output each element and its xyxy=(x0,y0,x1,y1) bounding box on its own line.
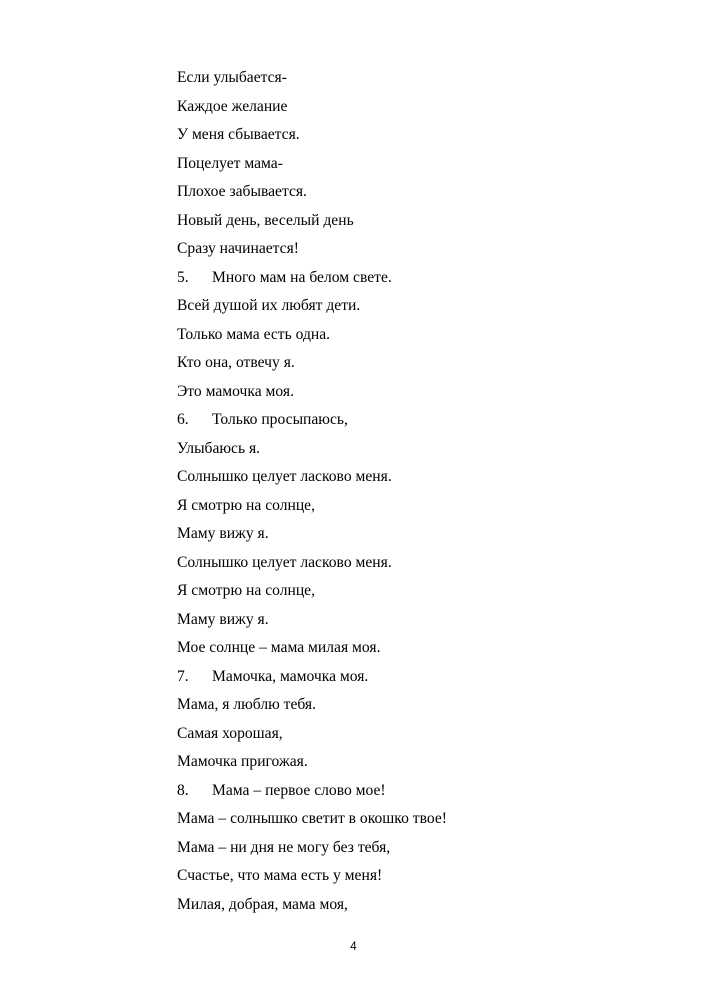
poem-line xyxy=(177,178,657,207)
poem-line xyxy=(177,834,657,863)
poem-line-text: У меня сбывается. xyxy=(177,126,300,143)
poem-line-text: Улыбаюсь я. xyxy=(177,439,261,457)
numbered-poem-line xyxy=(177,406,657,435)
poem-line-text: Если улыбается- xyxy=(177,69,287,86)
poem-line-text: Всей душой их любят дети. xyxy=(177,297,361,314)
poem-line xyxy=(177,321,657,350)
poem-line xyxy=(177,93,657,122)
poem-line-text: Я смотрю на солнце, xyxy=(177,496,315,514)
poem-text xyxy=(177,64,657,919)
poem-line-text: Кто она, отвечу я. xyxy=(177,354,295,371)
poem-line xyxy=(177,549,657,578)
poem-line xyxy=(177,691,657,720)
poem-line xyxy=(177,492,657,521)
poem-line xyxy=(177,292,657,321)
poem-line xyxy=(177,577,657,606)
poem-line-text: Мама – ни дня не могу без тебя, xyxy=(177,838,391,856)
poem-line xyxy=(177,805,657,834)
poem-line xyxy=(177,378,657,407)
poem-line-text: Я смотрю на солнце, xyxy=(177,582,315,599)
poem-line-text: Самая хорошая, xyxy=(177,724,283,742)
poem-line xyxy=(177,891,657,920)
poem-number: 5. xyxy=(177,268,189,286)
poem-line xyxy=(177,634,657,663)
poem-line-text: Солнышко целует ласково меня. xyxy=(177,553,392,571)
numbered-poem-line xyxy=(177,663,657,692)
poem-line-text: Мама – солнышко светит в окошко твое! xyxy=(177,810,447,827)
poem-line xyxy=(177,435,657,464)
poem-line-text: Каждое желание xyxy=(177,97,288,115)
poem-line xyxy=(177,150,657,179)
numbered-poem-line xyxy=(177,777,657,806)
poem-line xyxy=(177,748,657,777)
poem-line xyxy=(177,520,657,549)
page-number: 4 xyxy=(350,941,357,953)
poem-line-text: Это мамочка моя. xyxy=(177,382,294,400)
poem-line xyxy=(177,349,657,378)
poem-line-text: Мамочка, мамочка моя. xyxy=(212,667,369,685)
poem-line-text: Маму вижу я. xyxy=(177,525,269,542)
poem-number: 6. xyxy=(177,411,189,428)
poem-line-text: Только просыпаюсь, xyxy=(212,411,348,428)
poem-line-text: Мама – первое слово мое! xyxy=(212,781,386,799)
numbered-poem-line xyxy=(177,264,657,293)
poem-line-text: Солнышко целует ласково меня. xyxy=(177,468,392,485)
poem-number: 8. xyxy=(177,781,189,799)
poem-line-text: Счастье, что мама есть у меня! xyxy=(177,867,383,884)
poem-line xyxy=(177,862,657,891)
poem-line xyxy=(177,720,657,749)
poem-line xyxy=(177,235,657,264)
poem-line-text: Плохое забывается. xyxy=(177,183,307,200)
poem-line xyxy=(177,64,657,93)
poem-line xyxy=(177,207,657,236)
poem-line xyxy=(177,606,657,635)
poem-line-text: Мамочка пригожая. xyxy=(177,753,308,770)
poem-line-text: Только мама есть одна. xyxy=(177,325,331,343)
poem-line-text: Мое солнце – мама милая моя. xyxy=(177,639,381,656)
poem-line-text: Мама, я люблю тебя. xyxy=(177,696,316,713)
poem-line-text: Поцелует мама- xyxy=(177,154,283,172)
poem-line-text: Сразу начинается! xyxy=(177,240,299,257)
poem-line xyxy=(177,121,657,150)
poem-number: 7. xyxy=(177,667,189,685)
poem-line-text: Новый день, веселый день xyxy=(177,211,354,229)
poem-line-text: Милая, добрая, мама моя, xyxy=(177,895,348,913)
poem-line-text: Много мам на белом свете. xyxy=(212,268,392,286)
poem-line-text: Маму вижу я. xyxy=(177,610,269,628)
poem-line xyxy=(177,463,657,492)
